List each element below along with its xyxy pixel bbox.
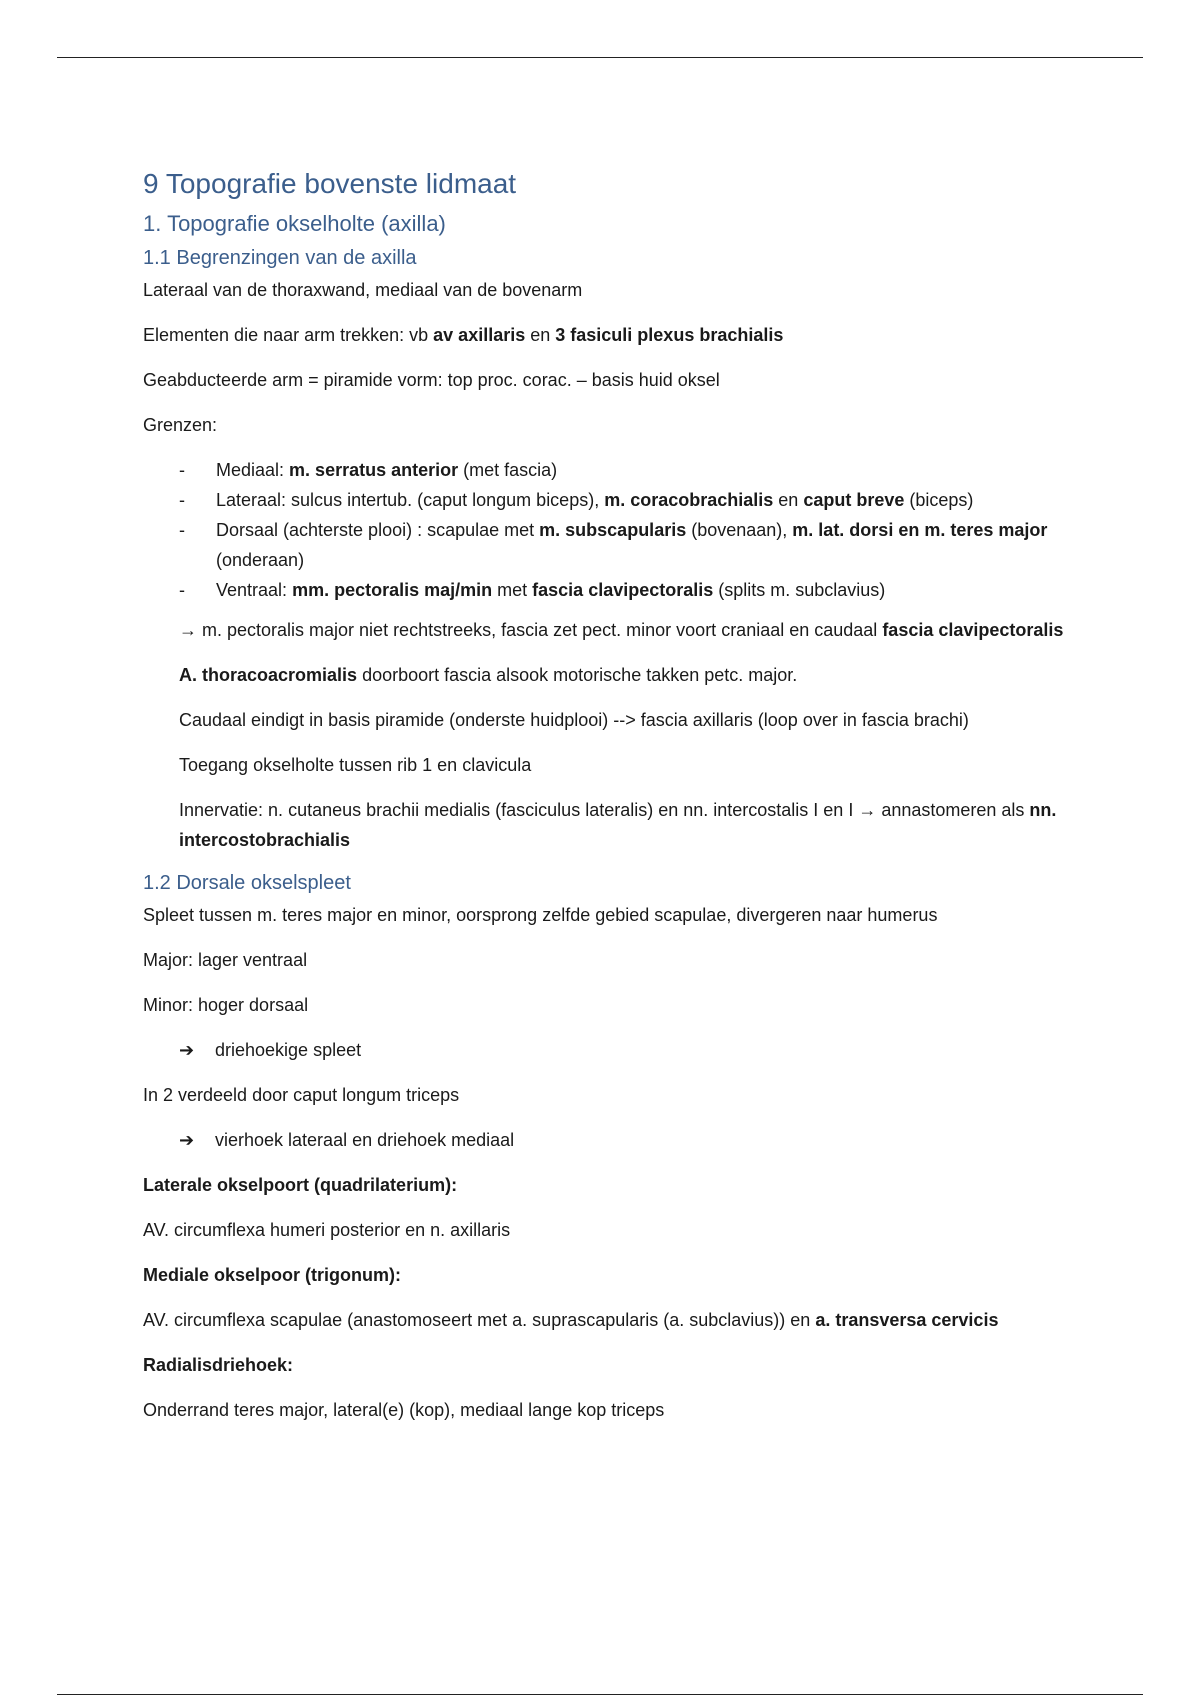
paragraph-heading: Radialisdriehoek: <box>143 1354 294 1375</box>
header-rule <box>57 57 1143 58</box>
paragraph: Elementen die naar arm trekken: vb av axillaris en 3 fasiculi plexus brachialis <box>143 324 784 345</box>
paragraph: Lateraal van de thoraxwand, mediaal van de bovenarm <box>143 279 583 300</box>
subsection-heading-1-1: 1.1 Begrenzingen van de axilla <box>143 246 417 269</box>
paragraph: AV. circumflexa scapulae (anastomoseert met a. suprascapularis (a. subclavius)) en a. transversa cervicis <box>143 1309 999 1330</box>
paragraph: Grenzen: <box>143 414 218 435</box>
arrow-item: ➔ vierhoek lateraal en driehoek mediaal <box>179 1125 1073 1155</box>
arrow-icon: → <box>179 619 197 640</box>
paragraph: → m. pectoralis major niet rechtstreeks, fascia zet pect. minor voort craniaal en caudaal fascia clavipectoralis <box>179 619 1064 640</box>
section-heading-1: 1. Topografie okselholte (axilla) <box>143 211 446 237</box>
arrow-item: ➔ driehoekige spleet <box>179 1035 1073 1065</box>
list-item: - Ventraal: mm. pectoralis maj/min met fascia clavipectoralis (splits m. subclavius) <box>179 579 886 600</box>
subsection-heading-1-2: 1.2 Dorsale okselspleet <box>143 871 351 894</box>
arrow-icon: ➔ <box>179 1129 195 1150</box>
list-item: - Mediaal: m. serratus anterior (met fascia) <box>179 459 558 480</box>
paragraph: A. thoracoacromialis doorboort fascia alsook motorische takken petc. major. <box>179 664 798 685</box>
boundaries-list <box>143 455 1073 605</box>
paragraph-heading: Mediale okselpoor (trigonum): <box>143 1264 402 1285</box>
paragraph: Caudaal eindigt in basis piramide (onderste huidplooi) --> fascia axillaris (loop over in fascia brachi) <box>179 709 969 730</box>
paragraph: Toegang okselholte tussen rib 1 en clavicula <box>179 754 532 775</box>
footer-rule <box>57 1694 1143 1695</box>
document-page <box>143 166 1073 1440</box>
paragraph: AV. circumflexa humeri posterior en n. axillaris <box>143 1219 511 1240</box>
paragraph: Innervatie: n. cutaneus brachii medialis (fasciculus lateralis) en nn. intercostalis I en I → annastomeren als nn. intercostobrachialis <box>179 799 1057 850</box>
list-item: - Lateraal: sulcus intertub. (caput longum biceps), m. coracobrachialis en caput breve (biceps) <box>179 489 974 510</box>
paragraph: Minor: hoger dorsaal <box>143 994 309 1015</box>
arrow-icon: → <box>858 799 877 820</box>
paragraph: Geabducteerde arm = piramide vorm: top proc. corac. – basis huid oksel <box>143 369 720 390</box>
paragraph: In 2 verdeeld door caput longum triceps <box>143 1084 460 1105</box>
list-item: - Dorsaal (achterste plooi) : scapulae met m. subscapularis (bovenaan), m. lat. dorsi en m. teres major (onderaan) <box>179 519 1048 570</box>
paragraph: Onderrand teres major, lateral(e) (kop), mediaal lange kop triceps <box>143 1399 665 1420</box>
arrow-icon: ➔ <box>179 1039 195 1060</box>
paragraph-heading: Laterale okselpoort (quadrilaterium): <box>143 1174 458 1195</box>
paragraph: Spleet tussen m. teres major en minor, oorsprong zelfde gebied scapulae, divergeren naar humerus <box>143 904 938 925</box>
document-title: 9 Topografie bovenste lidmaat <box>143 168 517 199</box>
paragraph: Major: lager ventraal <box>143 949 308 970</box>
